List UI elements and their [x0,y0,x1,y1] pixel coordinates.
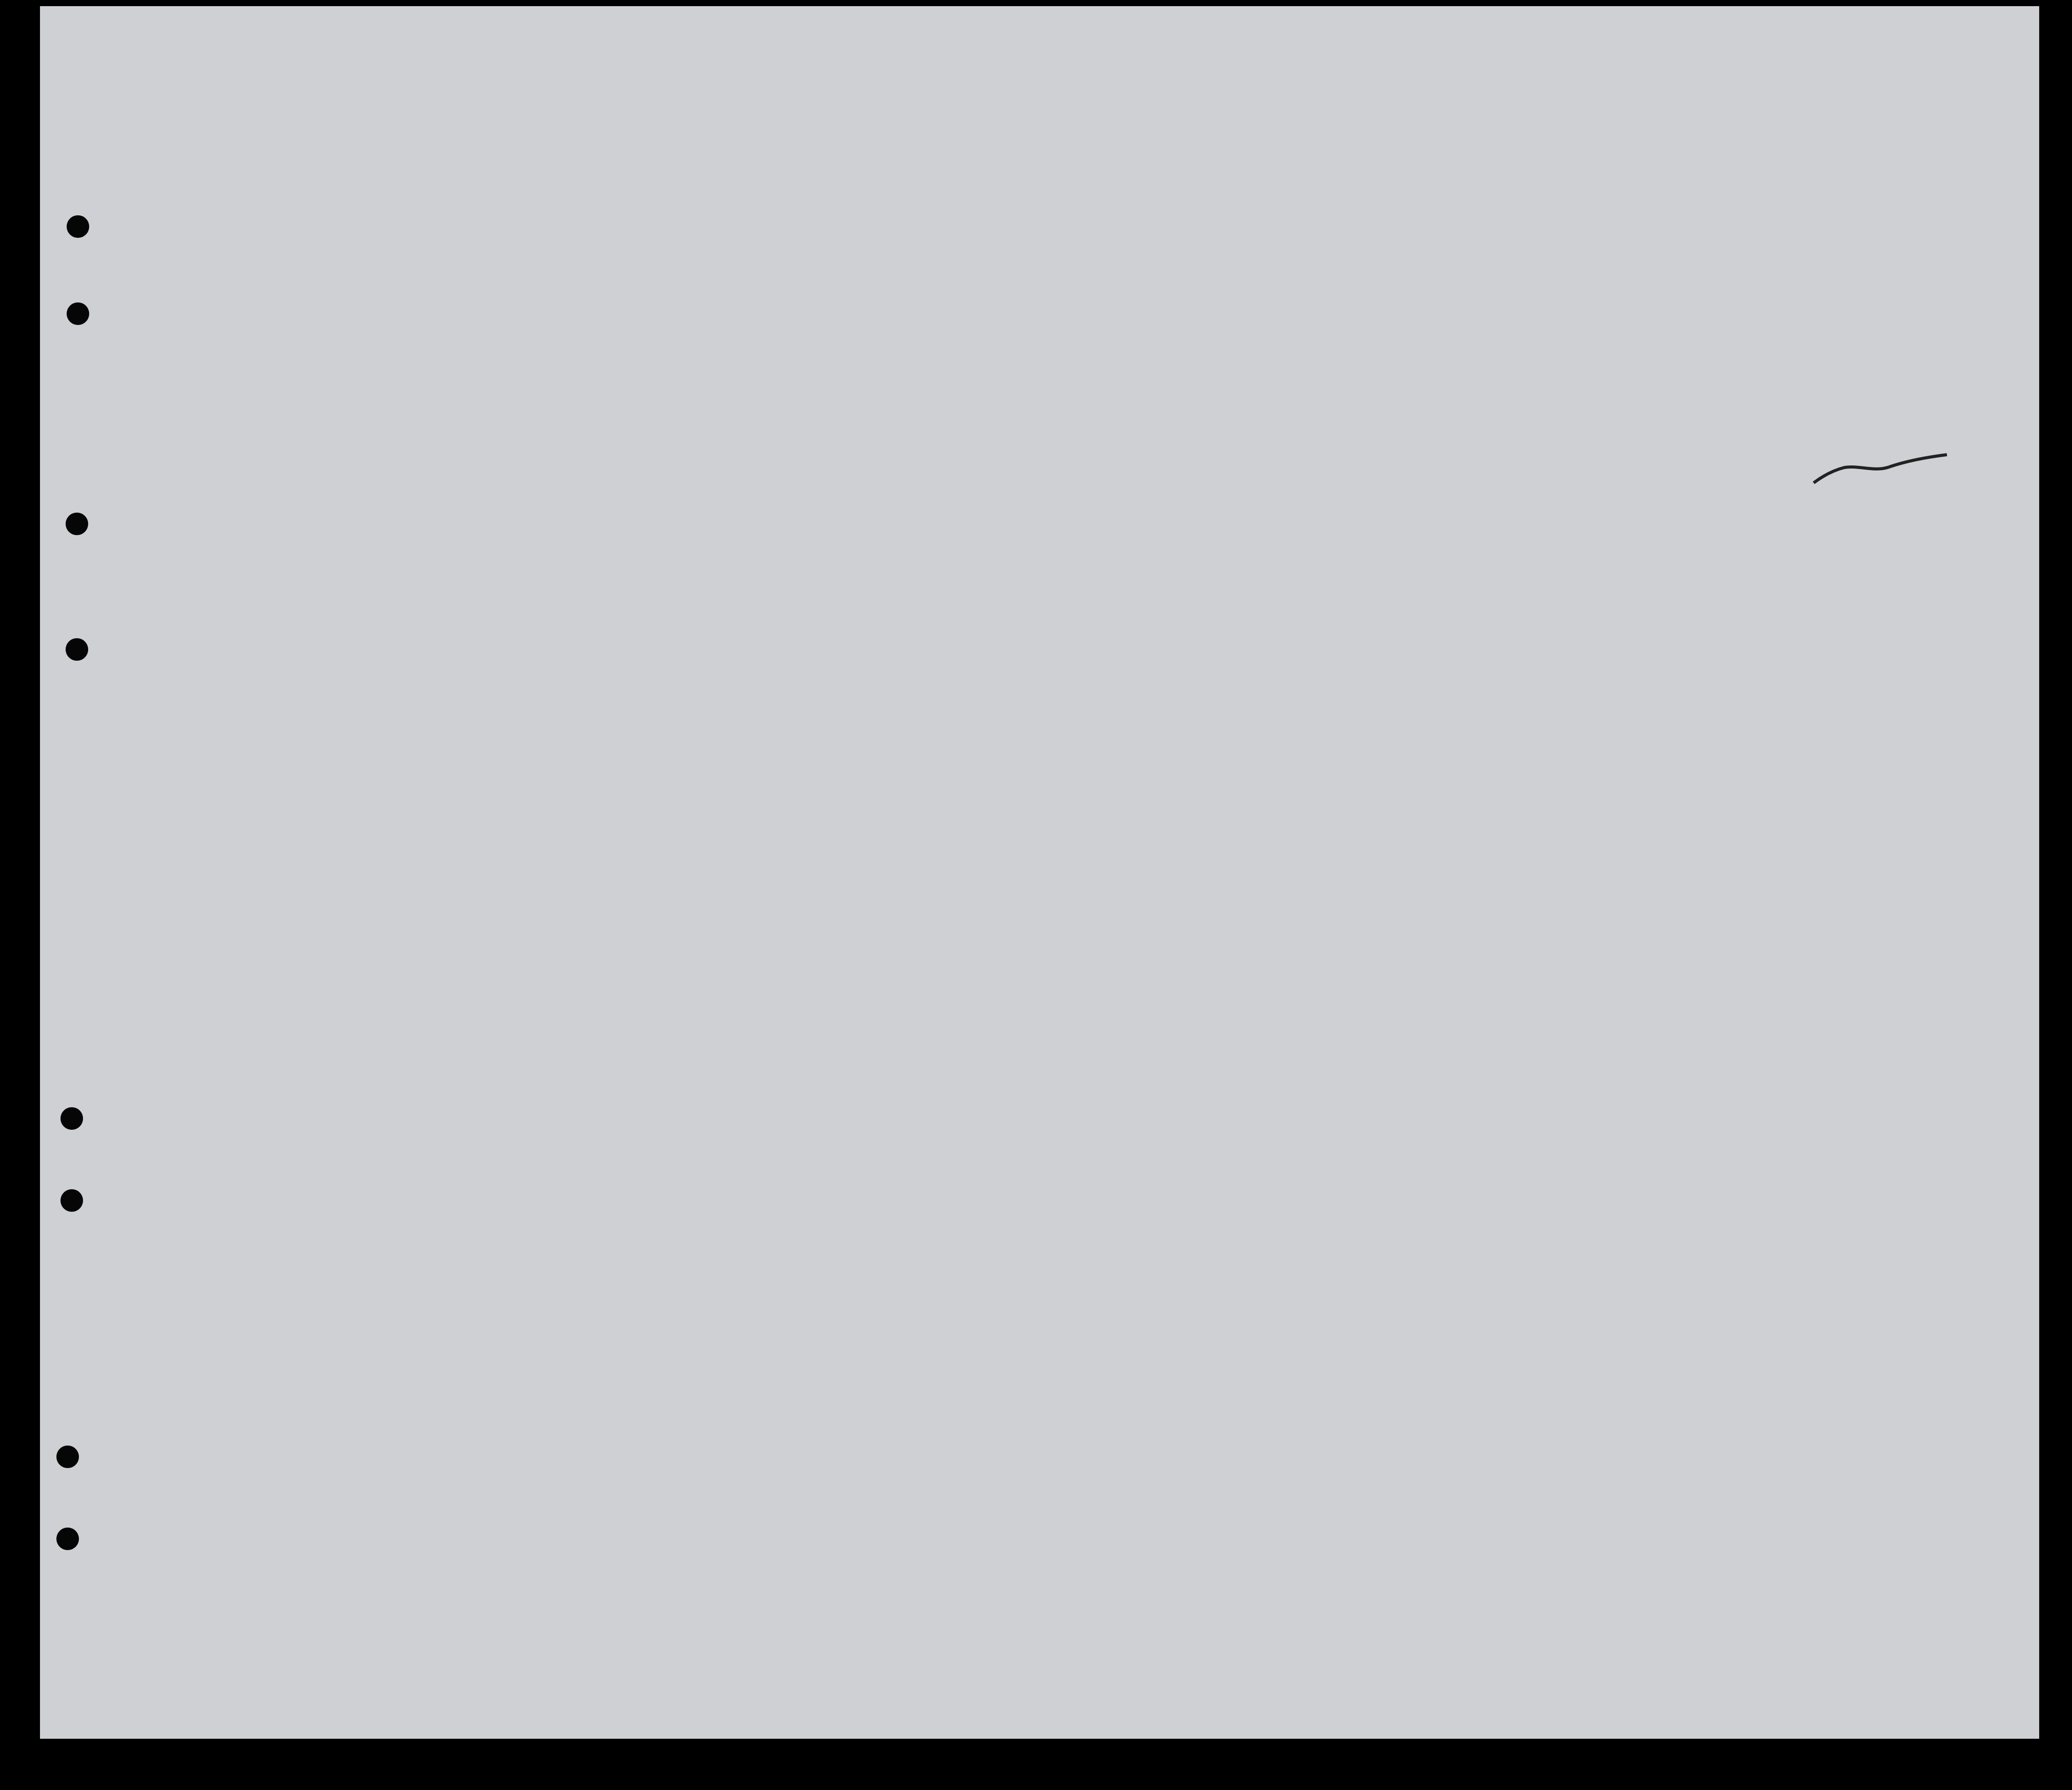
manifest-sheet [40,6,2039,1739]
punch-hole [67,302,89,325]
punch-hole [60,1189,83,1212]
punch-hole [56,1528,79,1550]
punch-hole [66,638,88,661]
ink-flourish [1803,447,1957,488]
punch-hole [60,1107,83,1130]
ruled-grid [40,6,2039,1739]
punch-hole [67,215,89,238]
punch-hole [66,513,88,535]
punch-hole [56,1446,79,1468]
